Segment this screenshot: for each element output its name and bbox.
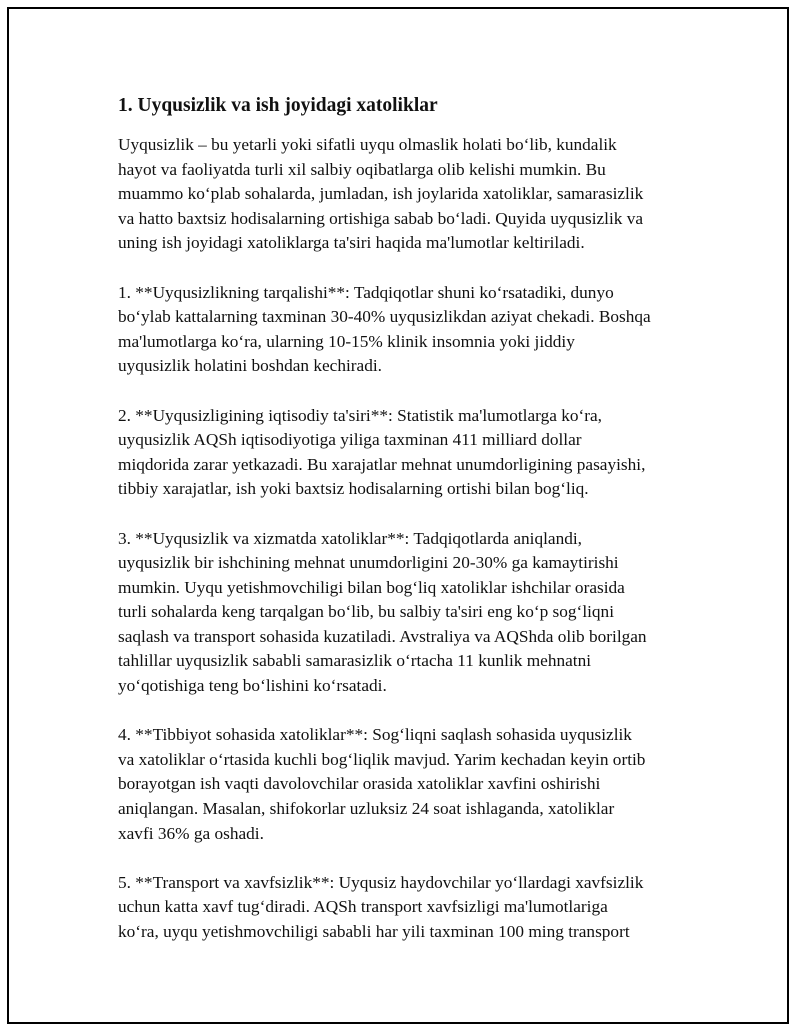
text-line: xavfi 36% ga oshadi. bbox=[118, 823, 264, 843]
paragraph-workplace-errors bbox=[118, 527, 688, 699]
text-line: 1. **Uyqusizlikning tarqalishi**: Tadqiqotlar shuni ko‘rsatadiki, dunyo bbox=[118, 282, 614, 302]
text-line: miqdorida zarar yetkazadi. Bu xarajatlar mehnat unumdorligining pasayishi, bbox=[118, 454, 646, 474]
text-line: uyqusizlik bir ishchining mehnat unumdorligini 20-30% ga kamaytirishi bbox=[118, 553, 619, 573]
text-line: uning ish joyidagi xatoliklarga ta'siri haqida ma'lumotlar keltiriladi. bbox=[118, 233, 585, 253]
section-heading: 1. Uyqusizlik va ish joyidagi xatoliklar bbox=[118, 95, 438, 116]
text-line: va xatoliklar o‘rtasida kuchli bog‘liqlik mavjud. Yarim kechadan keyin ortib bbox=[118, 749, 646, 769]
paragraph-medical-errors bbox=[118, 723, 688, 846]
text-line: uyqusizlik holatini boshdan kechiradi. bbox=[118, 356, 382, 376]
paragraph-transport-safety bbox=[118, 871, 688, 945]
text-line: tahlillar uyqusizlik sababli samarasizlik o‘rtacha 11 kunlik mehnatni bbox=[118, 651, 592, 671]
text-line: hayot va faoliyatda turli xil salbiy oqibatlarga olib kelishi mumkin. Bu bbox=[118, 159, 606, 179]
text-line: 3. **Uyqusizlik va xizmatda xatoliklar**: Tadqiqotlarda aniqlandi, bbox=[118, 528, 582, 548]
text-line: uchun katta xavf tug‘diradi. AQSh transport xavfsizligi ma'lumotlariga bbox=[118, 897, 608, 917]
text-line: borayotgan ish vaqti davolovchilar orasida xatoliklar xavfini oshirishi bbox=[118, 774, 601, 794]
text-line: turli sohalarda keng tarqalgan bo‘lib, bu salbiy ta'siri eng ko‘p sog‘liqni bbox=[118, 602, 615, 622]
paragraph-economic-impact bbox=[118, 404, 688, 502]
text-line: uyqusizlik AQSh iqtisodiyotiga yiliga taxminan 411 milliard dollar bbox=[118, 430, 582, 450]
text-line: 2. **Uyqusizligining iqtisodiy ta'siri**: Statistik ma'lumotlarga ko‘ra, bbox=[118, 405, 602, 425]
document-body bbox=[118, 93, 688, 969]
text-line: yo‘qotishiga teng bo‘lishini ko‘rsatadi. bbox=[118, 676, 387, 696]
text-line: va hatto baxtsiz hodisalarning ortishiga sabab bo‘ladi. Quyida uyqusizlik va bbox=[118, 208, 644, 228]
text-line: tibbiy xarajatlar, ish yoki baxtsiz hodisalarning ortishi bilan bog‘liq. bbox=[118, 479, 589, 499]
text-line: ko‘ra, uyqu yetishmovchiligi sababli har yili taxminan 100 ming transport bbox=[118, 922, 630, 941]
text-line: Uyqusizlik – bu yetarli yoki sifatli uyqu olmaslik holati bo‘lib, kundalik bbox=[118, 135, 617, 154]
text-line: bo‘ylab kattalarning taxminan 30-40% uyqusizlikdan aziyat chekadi. Boshqa bbox=[118, 307, 651, 327]
text-line: mumkin. Uyqu yetishmovchiligi bilan bog‘liq xatoliklar ishchilar orasida bbox=[118, 577, 625, 597]
text-line: 5. **Transport va xavfsizlik**: Uyqusiz haydovchilar yo‘llardagi xavfsizlik bbox=[118, 872, 644, 892]
intro-paragraph bbox=[118, 133, 688, 256]
text-line: saqlash va transport sohasida kuzatiladi. Avstraliya va AQShda olib borilgan bbox=[118, 626, 647, 646]
text-line: ma'lumotlarga ko‘ra, ularning 10-15% klinik insomnia yoki jiddiy bbox=[118, 331, 575, 351]
text-line: aniqlangan. Masalan, shifokorlar uzluksiz 24 soat ishlaganda, xatoliklar bbox=[118, 799, 615, 819]
paragraph-prevalence bbox=[118, 281, 688, 379]
text-line: 4. **Tibbiyot sohasida xatoliklar**: Sog‘liqni saqlash sohasida uyqusizlik bbox=[118, 725, 632, 745]
text-line: muammo ko‘plab sohalarda, jumladan, ish joylarida xatoliklar, samarasizlik bbox=[118, 184, 644, 204]
